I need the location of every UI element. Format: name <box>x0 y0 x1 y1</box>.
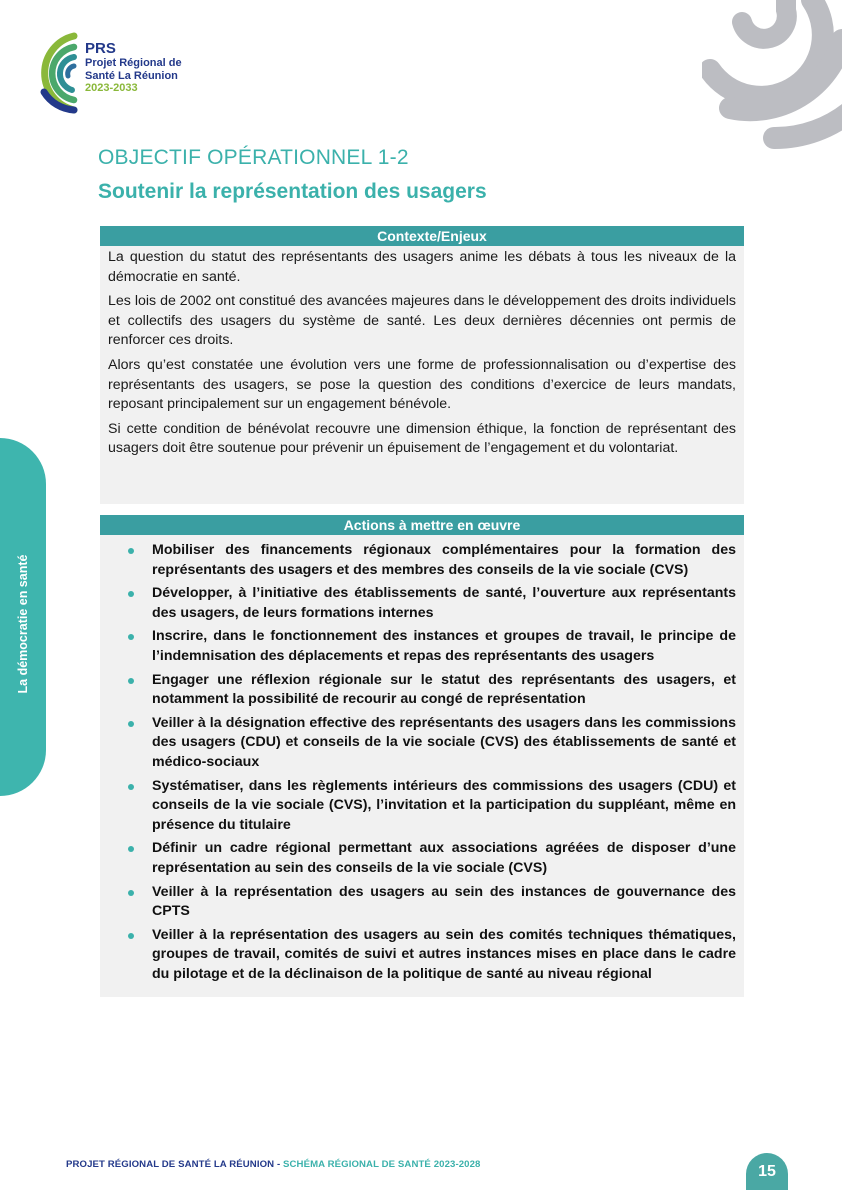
action-item <box>152 541 736 580</box>
bullet-icon <box>128 548 134 554</box>
actions-header: Actions à mettre en œuvre <box>100 515 744 535</box>
bullet-icon <box>128 846 134 852</box>
bullet-icon <box>128 890 134 896</box>
action-text: Systématiser, dans les règlements intérieurs des commissions des usagers (CDU) et conseils de la vie sociale (CVS), l’invitation et la participation du suppléant, même en présence du titulaire <box>152 777 736 833</box>
context-paragraph: Si cette condition de bénévolat recouvre une dimension éthique, la fonction de représentant des usagers doit être soutenue pour prévenir un épuisement de l’engagement et du volontariat. <box>108 420 736 457</box>
bullet-icon <box>128 634 134 640</box>
bullet-icon <box>128 933 134 939</box>
action-item <box>152 926 736 985</box>
context-paragraph: Les lois de 2002 ont constitué des avancées majeures dans le développement des droits individuels et collectifs des usagers du système de santé. Les deux dernières décennies ont permis de renforcer ces droits. <box>108 293 736 349</box>
logo-line1: Projet Régional de <box>85 57 182 69</box>
context-header: Contexte/Enjeux <box>100 226 744 246</box>
action-text: Inscrire, dans le fonctionnement des instances et groupes de travail, le principe de l’indemnisation des déplacements et repas des représentants des usagers <box>152 628 736 664</box>
footer-project: PROJET RÉGIONAL DE SANTÉ LA RÉUNION - <box>66 1159 284 1170</box>
section-side-tab-label: La démocratie en santé <box>16 554 30 694</box>
action-text: Veiller à la désignation effective des représentants des usagers dans les commissions des usagers (CDU) et conseils de la vie sociale (CVS) des établissements de santé et médico-sociaux <box>152 714 736 770</box>
page-number: 15 <box>746 1153 788 1190</box>
actions-box <box>100 515 744 997</box>
context-paragraph: Alors qu’est constatée une évolution vers une forme de professionnalisation ou d’expertise des représentants des usagers, se pose la question des conditions d’exercice de leurs mandats, reposant principalement sur un engagement bénévole. <box>108 356 736 413</box>
prs-logo <box>24 30 224 115</box>
footer-schema: SCHÉMA RÉGIONAL DE SANTÉ 2023-2028 <box>283 1159 481 1170</box>
action-item <box>152 584 736 623</box>
bullet-icon <box>128 678 134 684</box>
action-item <box>152 777 736 836</box>
action-text: Engager une réflexion régionale sur le statut des représentants des usagers, et notamment la possibilité de recourir au congé de représentation <box>152 671 736 708</box>
actions-list <box>100 535 744 984</box>
bullet-icon <box>128 784 134 790</box>
objective-title: Soutenir la représentation des usagers <box>98 180 487 203</box>
action-item <box>152 671 736 710</box>
action-item <box>152 627 736 666</box>
action-text: Développer, à l’initiative des établissements de santé, l’ouverture aux représentants des usagers, de leurs formations internes <box>152 585 736 621</box>
context-box <box>100 226 744 504</box>
context-paragraph: La question du statut des représentants des usagers anime les débats à tous les niveaux de la démocratie en santé. <box>108 249 736 285</box>
action-text: Veiller à la représentation des usagers au sein des comités techniques thématiques, groupes de travail, comités de suivi et autres instances mises en place dans le cadre du pilotage et de la déclinaison de la politique de santé au niveau régional <box>152 926 736 982</box>
logo-years: 2023-2033 <box>85 82 138 94</box>
decorative-arcs-icon <box>702 0 842 160</box>
prs-arcs-icon <box>24 30 84 115</box>
action-item <box>152 839 736 878</box>
page-footer <box>66 1159 480 1170</box>
action-item <box>152 883 736 922</box>
action-text: Mobiliser des financements régionaux complémentaires pour la formation des représentants des usagers et des membres des conseils de la vie sociale (CVS) <box>152 542 736 578</box>
logo-line2: Santé La Réunion <box>85 69 178 82</box>
bullet-icon <box>128 591 134 597</box>
objective-label: OBJECTIF OPÉRATIONNEL 1-2 <box>98 146 409 169</box>
action-text: Définir un cadre régional permettant aux associations agréées de disposer d’une représentation au sein des conseils de la vie sociale (CVS) <box>152 840 736 876</box>
action-item <box>152 714 736 773</box>
action-text: Veiller à la représentation des usagers au sein des instances de gouvernance des CPTS <box>152 883 736 920</box>
logo-acronym: PRS <box>85 40 116 57</box>
bullet-icon <box>128 721 134 727</box>
